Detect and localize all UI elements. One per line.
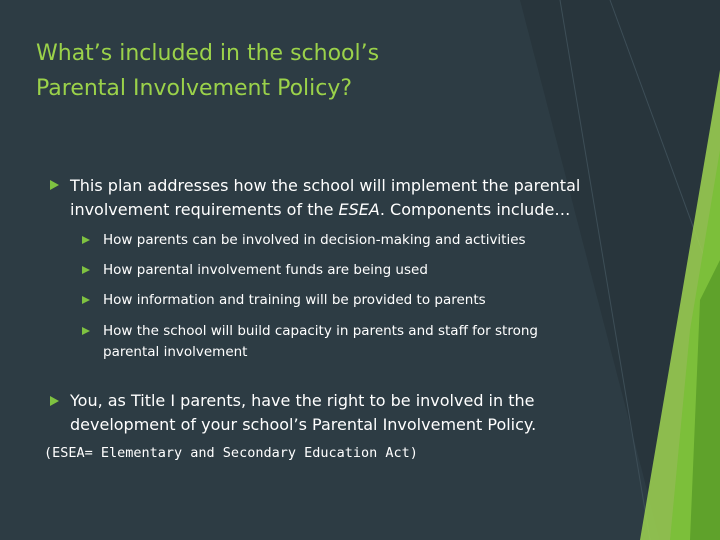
sub-bullet-training	[103, 290, 663, 311]
green-arrow-bullet-icon	[82, 327, 90, 335]
sub-bullet-capacity	[103, 321, 663, 363]
bullet-line: This plan addresses how the school will implement the parental	[70, 176, 581, 195]
sub-bullet-funds	[103, 260, 663, 281]
bullet-line: development of your school’s Parental Involvement Policy.	[70, 415, 537, 434]
title-line: Parental Involvement Policy?	[36, 76, 353, 101]
sub-bullet-line: How parental involvement funds are being used	[103, 262, 428, 278]
bullet-title-i-rights	[70, 389, 670, 437]
sub-bullet-line: How parents can be involved in decision-making and activities	[103, 232, 526, 248]
bullet-text: involvement requirements of the	[70, 200, 339, 219]
esea-footnote: (ESEA= Elementary and Secondary Education Act)	[44, 445, 418, 461]
green-arrow-bullet-icon	[82, 296, 90, 304]
bullet-text: . Components include…	[379, 200, 571, 219]
bullet-line: You, as Title I parents, have the right to be involved in the	[70, 391, 535, 410]
green-arrow-bullet-icon	[50, 180, 59, 190]
sub-bullet-line: parental involvement	[103, 344, 248, 360]
green-arrow-bullet-icon	[82, 266, 90, 274]
green-arrow-bullet-icon	[50, 396, 59, 406]
esea-emphasis: ESEA	[338, 200, 380, 219]
green-arrow-bullet-icon	[82, 236, 90, 244]
sub-bullet-decision-making	[103, 230, 663, 251]
title-line: What’s included in the school’s	[36, 41, 380, 66]
sub-bullet-line: How the school will build capacity in parents and staff for strong	[103, 323, 538, 339]
sub-bullet-line: How information and training will be provided to parents	[103, 292, 486, 308]
bullet-plan-addresses	[70, 174, 670, 222]
bullet-line	[70, 198, 670, 222]
